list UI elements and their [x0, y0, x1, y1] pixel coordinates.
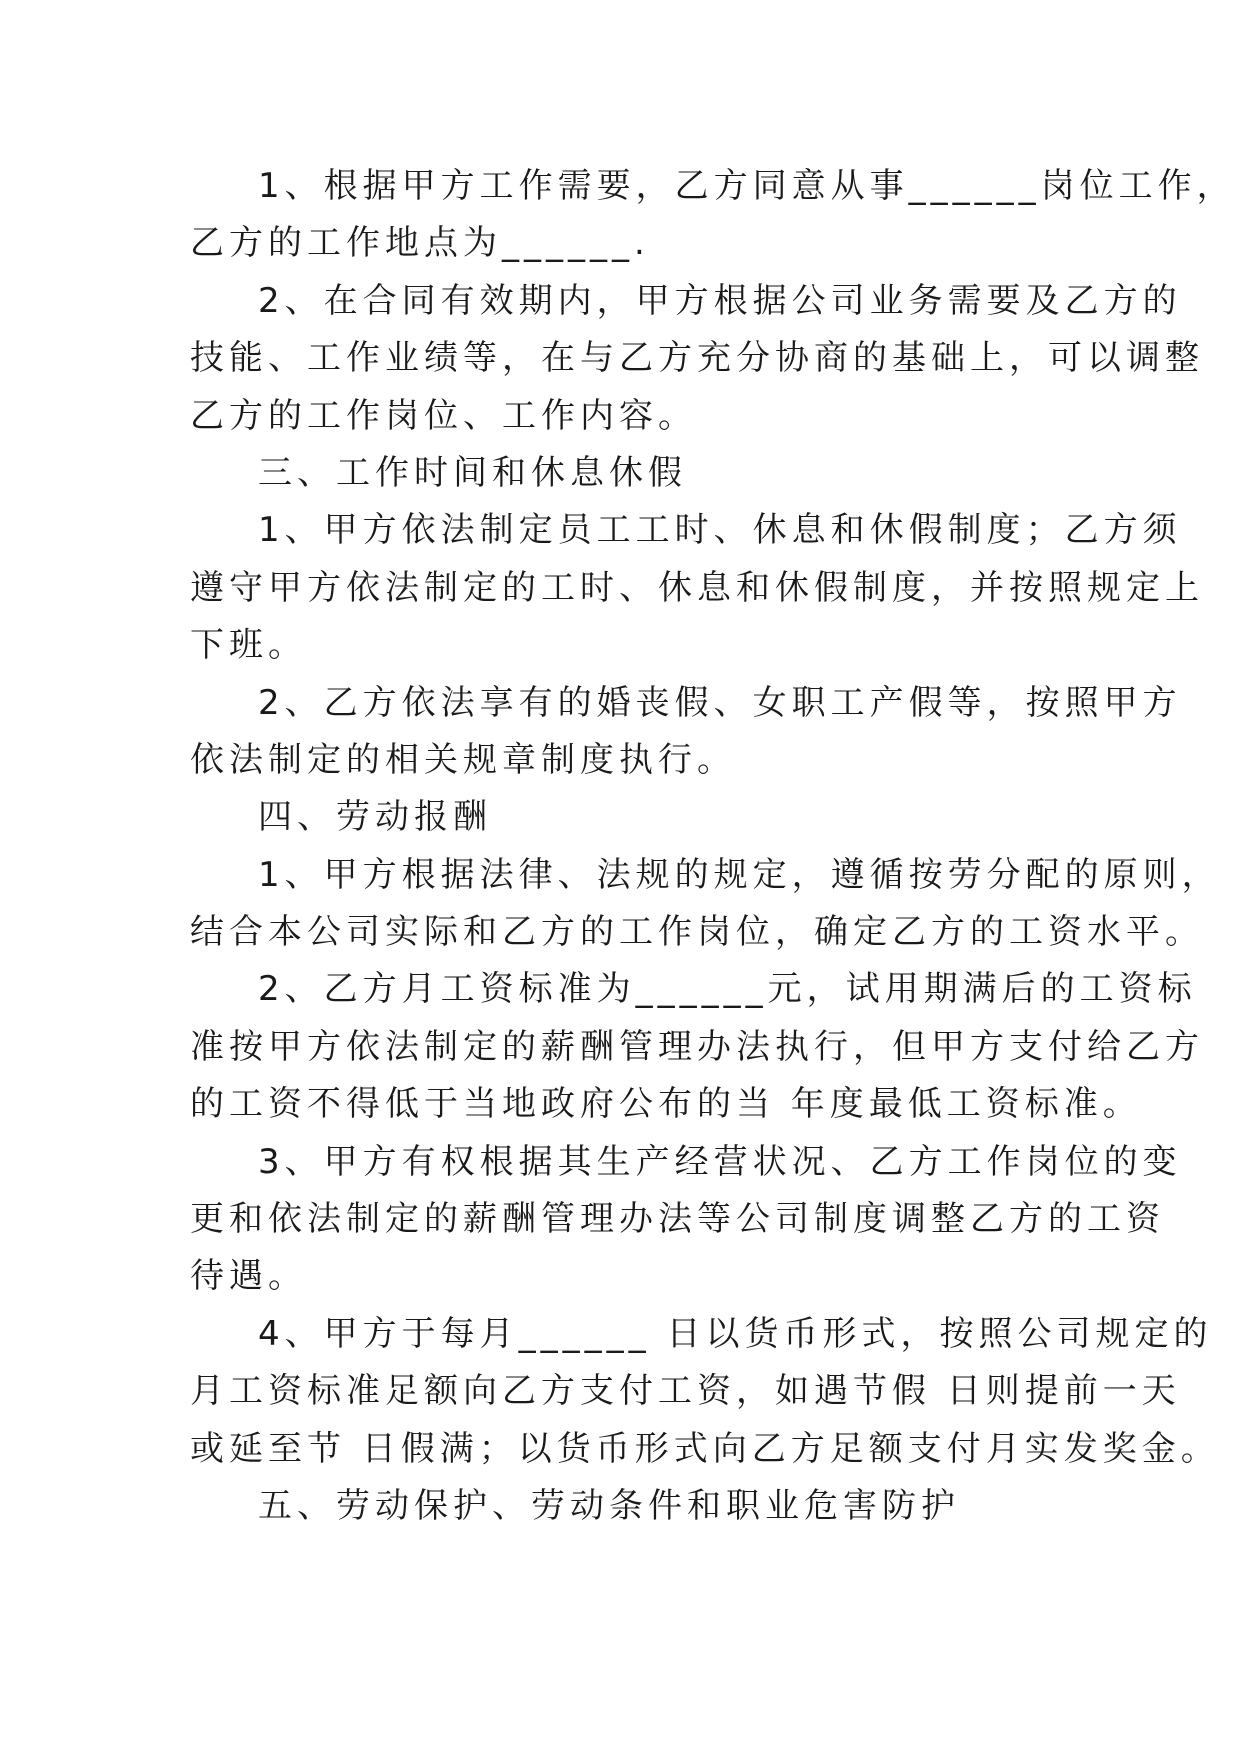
text-line: 4、甲方于每月______ 日以货币形式，按照公司规定的 — [258, 1313, 1213, 1354]
text-line: 乙方的工作地点为______. — [190, 223, 650, 264]
text-line: 乙方的工作岗位、工作内容。 — [190, 395, 697, 436]
text-line: 2、乙方月工资标准为______元，试用期满后的工资标 — [258, 969, 1197, 1010]
text-line: 更和依法制定的薪酬管理办法等公司制度调整乙方的工资 — [190, 1199, 1165, 1240]
text-line: 准按甲方依法制定的薪酬管理办法执行，但甲方支付给乙方 — [190, 1026, 1204, 1067]
text-line: 1、甲方依法制定员工工时、休息和休假制度；乙方须 — [258, 510, 1182, 551]
section-heading: 五、劳动保护、劳动条件和职业危害防护 — [258, 1485, 960, 1526]
text-line: 遵守甲方依法制定的工时、休息和休假制度，并按照规定上 — [190, 567, 1204, 608]
section-heading: 四、劳动报酬 — [258, 797, 492, 838]
text-line: 依法制定的相关规章制度执行。 — [190, 739, 736, 780]
text-line: 2、在合同有效期内，甲方根据公司业务需要及乙方的 — [258, 280, 1182, 321]
text-line: 下班。 — [190, 625, 307, 666]
text-line: 待遇。 — [190, 1256, 307, 1297]
text-line: 结合本公司实际和乙方的工作岗位，确定乙方的工资水平。 — [190, 912, 1204, 953]
text-line: 的工资不得低于当地政府公布的当 年度最低工资标准。 — [190, 1084, 1142, 1125]
text-line: 3、甲方有权根据其生产经营状况、乙方工作岗位的变 — [258, 1141, 1182, 1182]
text-line: 1、甲方根据法律、法规的规定，遵循按劳分配的原则， — [258, 854, 1221, 895]
document-body — [190, 158, 1236, 1535]
text-line: 2、乙方依法享有的婚丧假、女职工产假等，按照甲方 — [258, 682, 1182, 723]
section-heading: 三、工作时间和休息休假 — [258, 452, 687, 493]
text-line: 1、根据甲方工作需要，乙方同意从事______岗位工作， — [258, 166, 1236, 206]
text-line: 技能、工作业绩等，在与乙方充分协商的基础上，可以调整 — [190, 338, 1204, 379]
text-line: 月工资标准足额向乙方支付工资，如遇节假 日则提前一天 — [190, 1371, 1181, 1412]
text-line: 或延至节 日假满；以货币形式向乙方足额支付月实发奖金。 — [190, 1428, 1220, 1469]
